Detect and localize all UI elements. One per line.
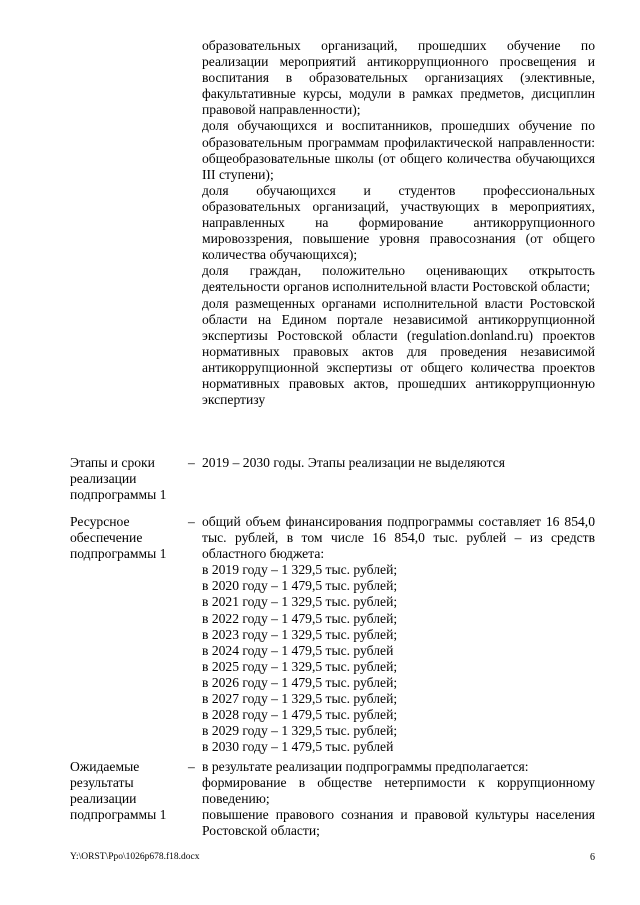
funding-year-line: в 2029 году – 1 329,5 тыс. рублей;	[202, 723, 398, 739]
funding-year-line: в 2023 году – 1 329,5 тыс. рублей;	[202, 626, 398, 642]
resources-label: Ресурсное обеспечение подпрограммы 1	[70, 514, 167, 562]
funding-year-line: в 2027 году – 1 329,5 тыс. рублей;	[202, 691, 398, 707]
funding-year-line: в 2028 году – 1 479,5 тыс. рублей;	[202, 707, 398, 723]
indicator-paragraph: доля обучающихся и воспитанников, прошедших обучение по образовательным программам профилактической направленности: общеобразовательные школы (от общего количества обучающихся III ступени);	[202, 118, 595, 182]
results-item: в результате реализации подпрограммы предполагается:	[202, 759, 529, 774]
stages-label: Этапы и сроки реализации подпрограммы 1	[70, 455, 167, 503]
results-content	[202, 759, 595, 839]
funding-year-line: в 2030 году – 1 479,5 тыс. рублей	[202, 739, 394, 755]
results-item: повышение правового сознания и правовой культуры населения Ростовской области;	[202, 807, 595, 839]
indicator-paragraph: доля граждан, положительно оценивающих открытость деятельности органов исполнительной власти Ростовской области;	[202, 263, 595, 295]
indicator-paragraph: доля обучающихся и студентов профессиональных образовательных организаций, участвующих в мероприятиях, направленных на формирование антикоррупционного мировоззрения, повышение уровня правосознания (от общего количества обучающихся);	[202, 182, 595, 263]
results-item: формирование в обществе нетерпимости к коррупционному поведению;	[202, 775, 595, 807]
resources-content	[202, 514, 595, 755]
footer-file-path: Y:\ORST\Ppo\1026p678.f18.docx	[70, 852, 200, 862]
resources-intro: общий объем финансирования подпрограммы составляет 16 854,0 тыс. рублей, в том числе 16 854,0 тыс. рублей – из средств областного бюджета:	[202, 514, 595, 562]
funding-year-line: в 2021 году – 1 329,5 тыс. рублей;	[202, 594, 398, 610]
indicators-continuation	[202, 38, 595, 408]
page-number: 6	[590, 852, 595, 863]
resources-dash: –	[188, 514, 195, 529]
funding-year-line: в 2025 году – 1 329,5 тыс. рублей;	[202, 658, 398, 674]
funding-year-line: в 2024 году – 1 479,5 тыс. рублей	[202, 642, 394, 658]
indicator-paragraph: образовательных организаций, прошедших обучение по реализации мероприятий антикоррупционного просвещения и воспитания в образовательных организациях (элективные, факультативные курсы, модули в рамках предметов, дисциплин правовой направленности);	[202, 38, 595, 118]
funding-year-line: в 2022 году – 1 479,5 тыс. рублей;	[202, 610, 398, 626]
funding-year-line: в 2019 году – 1 329,5 тыс. рублей;	[202, 562, 398, 578]
stages-dash: –	[188, 455, 195, 470]
results-label: Ожидаемые результаты реализации подпрограммы 1	[70, 759, 167, 823]
results-dash: –	[188, 759, 195, 774]
indicator-paragraph: доля размещенных органами исполнительной власти Ростовской области на Едином портале независимой антикоррупционной экспертизы Ростовской области (regulation.donland.ru) проектов нормативных правовых актов для проведения независимой антикоррупционной экспертизы от общего количества проектов нормативных правовых актов, прошедших антикоррупционную экспертизу	[202, 295, 595, 408]
stages-text: 2019 – 2030 годы. Этапы реализации не выделяются	[202, 455, 506, 470]
funding-year-line: в 2020 году – 1 479,5 тыс. рублей;	[202, 578, 398, 594]
funding-year-line: в 2026 году – 1 479,5 тыс. рублей;	[202, 674, 398, 690]
